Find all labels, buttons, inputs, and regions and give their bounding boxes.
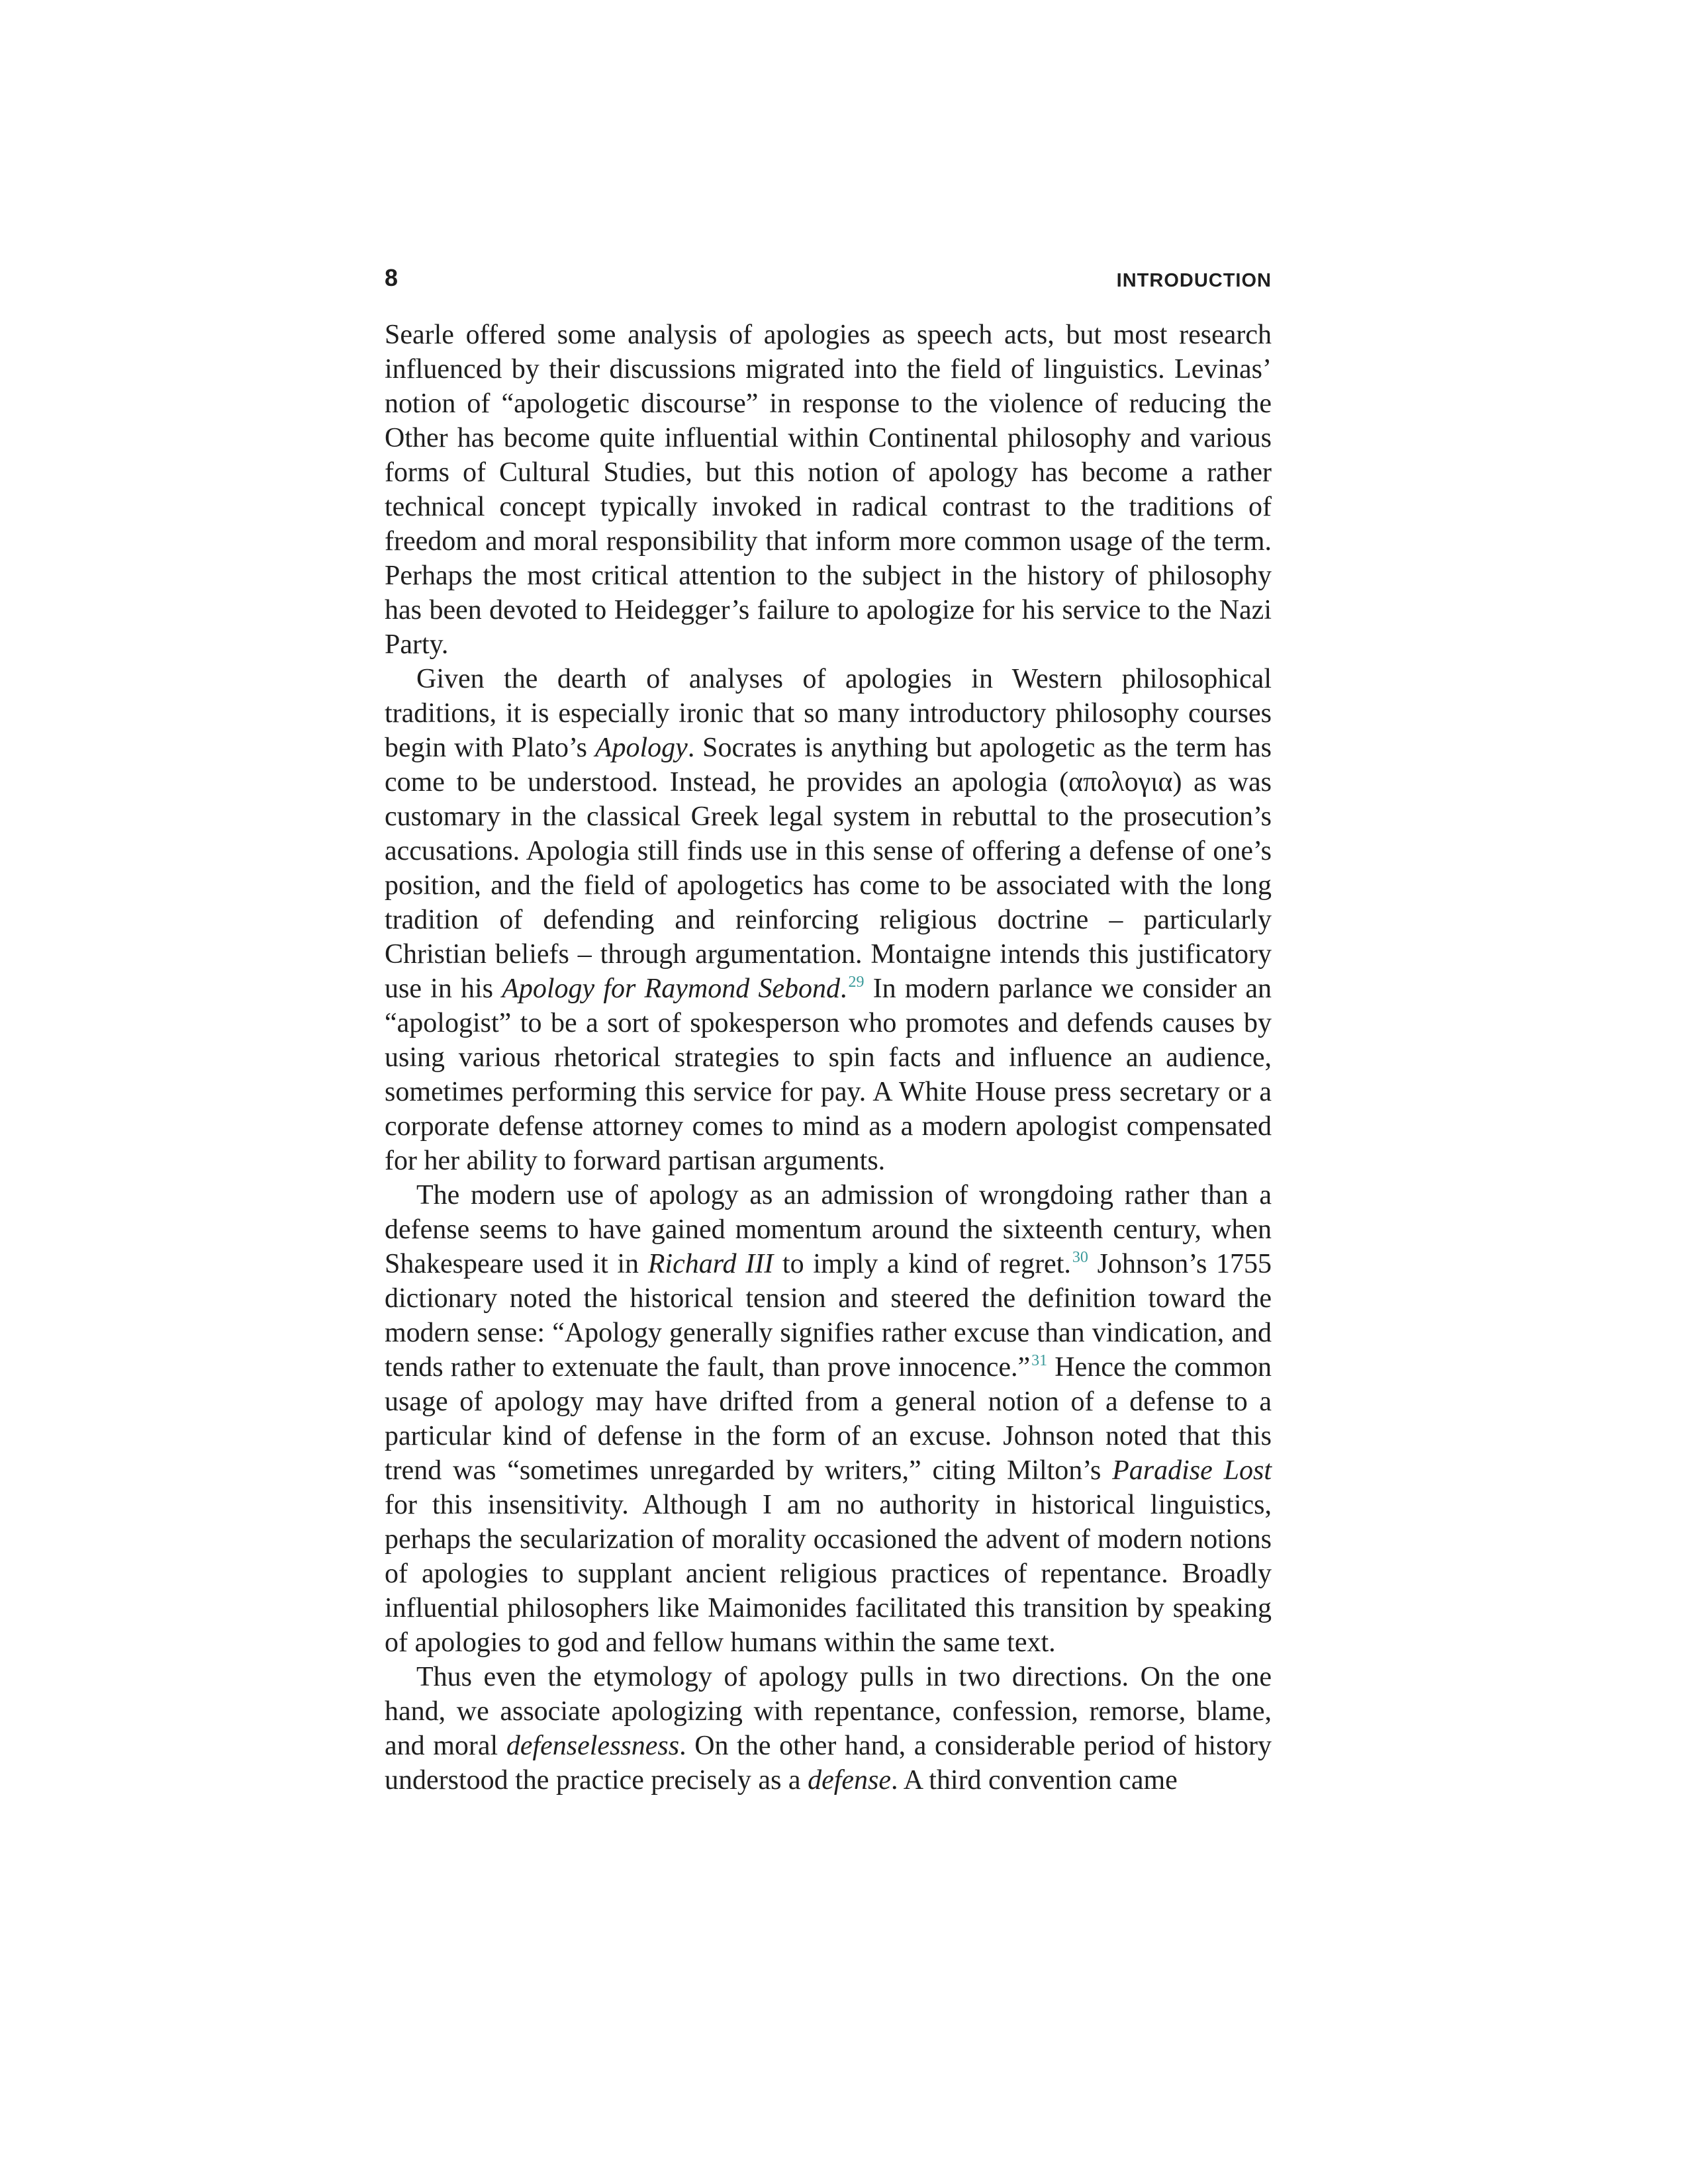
- p4-text-a: Thus even the etymology of apology pulls in two directions. On the one hand, we associate apologizing with repentance, confession, remorse, blame, and moral: [385, 1662, 1272, 1761]
- p3-text-b: to imply a kind of regret.: [773, 1249, 1071, 1279]
- p4-text-b: . On the other hand, a considerable period of history understood the practice precisely as a: [385, 1731, 1272, 1796]
- paragraph-3: [385, 1178, 1272, 1660]
- p2-text-a: Given the dearth of analyses of apologies in Western philosophical traditions, it is especially ironic that so many introductory philosophy courses begin with Plato’s: [385, 664, 1272, 763]
- p3-text-d: Hence the common usage of apology may have drifted from a general notion of a defense to a particular kind of defense in the form of an excuse. Johnson noted that this trend was “sometimes unregarded by writers,” citing Milton’s: [385, 1352, 1272, 1486]
- title-richard-iii: Richard III: [647, 1249, 774, 1279]
- p2-text-c: .: [840, 974, 847, 1004]
- paragraph-4: [385, 1660, 1272, 1797]
- p4-text-c: . A third convention came: [891, 1765, 1178, 1796]
- paragraph-2: [385, 662, 1272, 1178]
- footnote-ref-30[interactable]: 30: [1072, 1249, 1088, 1266]
- page-number: 8: [385, 264, 399, 291]
- p2-text-b: . Socrates is anything but apologetic as the term has come to be understood. Instead, he provides an apologia (απολογια) as was customary in the classical Greek legal system in rebuttal to the prosecution’s accusations. Apologia still finds use in this sense of offering a defense of one’s position, and the field of apologetics has come to be associated with the long tradition of defending and reinforcing religious doctrine – particularly Christian beliefs – through argumentation. Montaigne intends this justificatory use in his: [385, 733, 1272, 1004]
- emphasis-defenselessness: defenselessness: [506, 1731, 680, 1761]
- paragraph-1: [385, 318, 1272, 662]
- section-title: INTRODUCTION: [1116, 270, 1272, 291]
- title-apology: Apology: [594, 733, 688, 763]
- book-page: [385, 251, 1272, 1797]
- p3-text-a: The modern use of apology as an admission of wrongdoing rather than a defense seems to have gained momentum around the sixteenth century, when Shakespeare used it in: [385, 1180, 1272, 1279]
- footnote-ref-31[interactable]: 31: [1031, 1352, 1048, 1369]
- title-apology-for-raymond-sebond: Apology for Raymond Sebond: [502, 974, 841, 1004]
- body-text: [385, 318, 1272, 1797]
- p1-text: Searle offered some analysis of apologies as speech acts, but most research influenced by their discussions migrated into the field of linguistics. Levinas’ notion of “apologetic discourse” in response to the violence of reducing the Other has become quite influential within Continental philosophy and various forms of Cultural Studies, but this notion of apology has become a rather technical concept typically invoked in radical contrast to the traditions of freedom and moral responsibility that inform more common usage of the term. Perhaps the most critical attention to the subject in the history of philosophy has been devoted to Heidegger’s failure to apologize for his service to the Nazi Party.: [385, 320, 1272, 660]
- title-paradise-lost: Paradise Lost: [1112, 1455, 1272, 1486]
- footnote-ref-29[interactable]: 29: [848, 974, 865, 991]
- p3-text-c: Johnson’s 1755 dictionary noted the historical tension and steered the definition toward the modern sense: “Apology generally signifies rather excuse than vindication, and tends rather to extenuate the fault, than prove innocence.”: [385, 1249, 1272, 1383]
- running-head: [385, 251, 1272, 318]
- p3-text-e: for this insensitivity. Although I am no authority in historical linguistics, perhaps the secularization of morality occasioned the advent of modern notions of apologies to supplant ancient religious practices of repentance. Broadly influential philosophers like Maimonides facilitated this transition by speaking of apologies to god and fellow humans within the same text.: [385, 1490, 1272, 1658]
- p2-text-d: In modern parlance we consider an “apologist” to be a sort of spokesperson who promotes and defends causes by using various rhetorical strategies to spin facts and influence an audience, sometimes performing this service for pay. A White House press secretary or a corporate defense attorney comes to mind as a modern apologist compensated for her ability to forward partisan arguments.: [385, 974, 1272, 1176]
- emphasis-defense: defense: [808, 1765, 892, 1796]
